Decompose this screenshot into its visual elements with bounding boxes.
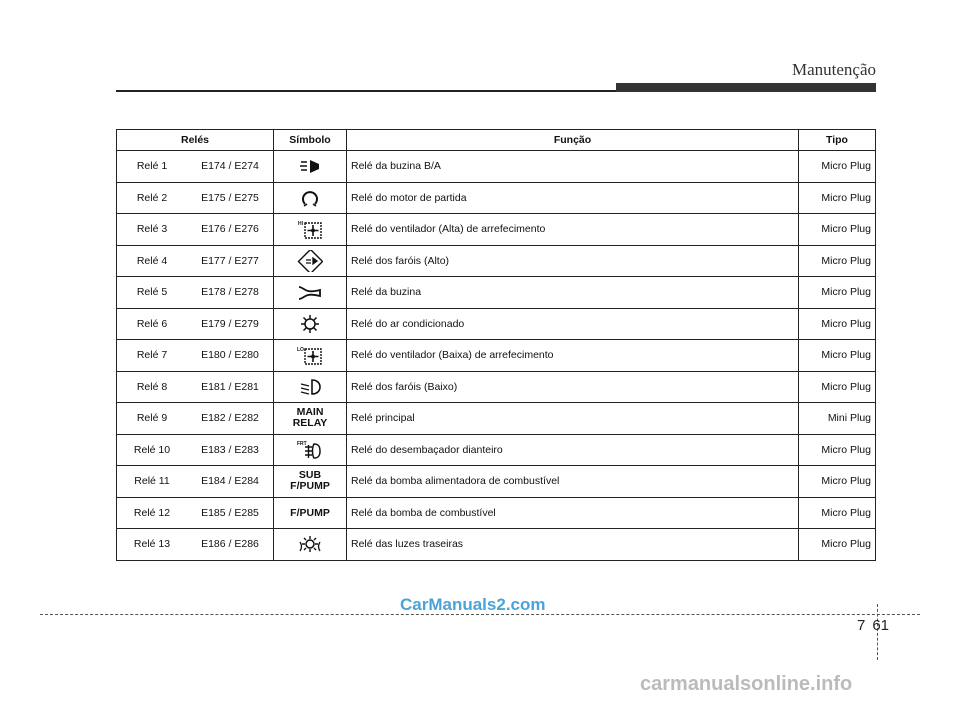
- relay-symbol: [274, 308, 347, 340]
- relay-code: E174 / E274: [187, 151, 274, 183]
- relay-function: Relé da bomba alimentadora de combustível: [347, 466, 799, 498]
- relay-symbol: [274, 182, 347, 214]
- relay-symbol: [274, 151, 347, 183]
- relay-function: Relé principal: [347, 403, 799, 435]
- relay-type: Micro Plug: [799, 497, 876, 529]
- table-row: [117, 434, 876, 466]
- table-row: [117, 214, 876, 246]
- relay-symbol: [274, 245, 347, 277]
- header-type: Tipo: [799, 130, 876, 151]
- relay-symbol: [274, 214, 347, 246]
- symbol-label-line1: F/PUMP: [290, 506, 330, 519]
- relay-function: Relé do ventilador (Baixa) de arrefecimento: [347, 340, 799, 372]
- horn-icon: [297, 281, 323, 303]
- symbol-label: [290, 508, 330, 519]
- watermark-bottom[interactable]: carmanualsonline.info: [640, 673, 853, 695]
- relay-table: [116, 129, 876, 561]
- relay-symbol: [274, 497, 347, 529]
- relay-type: Micro Plug: [799, 182, 876, 214]
- relay-code: E185 / E285: [187, 497, 274, 529]
- relay-code: E180 / E280: [187, 340, 274, 372]
- relay-name: Relé 8: [117, 371, 188, 403]
- relay-name: Relé 2: [117, 182, 188, 214]
- relay-code: E186 / E286: [187, 529, 274, 561]
- symbol-label-line2: F/PUMP: [290, 480, 330, 493]
- relay-symbol: [274, 371, 347, 403]
- svg-text:HI: HI: [298, 221, 303, 228]
- symbol-label: [293, 407, 328, 429]
- tail-lamp-icon: [297, 533, 323, 555]
- relay-name: Relé 7: [117, 340, 188, 372]
- relay-function: Relé da buzina B/A: [347, 151, 799, 183]
- relay-code: E182 / E282: [187, 403, 274, 435]
- relay-type: Micro Plug: [799, 277, 876, 309]
- relay-function: Relé do ventilador (Alta) de arrefecimento: [347, 214, 799, 246]
- relay-function: Relé da bomba de combustível: [347, 497, 799, 529]
- relay-function: Relé dos faróis (Baixo): [347, 371, 799, 403]
- relay-name: Relé 6: [117, 308, 188, 340]
- symbol-label-line1: MAIN: [296, 406, 324, 419]
- relay-function: Relé da buzina: [347, 277, 799, 309]
- relay-code: E183 / E283: [187, 434, 274, 466]
- header-bar: [616, 83, 876, 92]
- page-number: [857, 617, 889, 634]
- relay-type: Micro Plug: [799, 214, 876, 246]
- relay-type: Micro Plug: [799, 371, 876, 403]
- table-row: [117, 151, 876, 183]
- fan-low-icon: [297, 344, 323, 366]
- table-row: [117, 466, 876, 498]
- table-row: [117, 529, 876, 561]
- relay-name: Relé 9: [117, 403, 188, 435]
- table-row: [117, 340, 876, 372]
- relay-type: Micro Plug: [799, 529, 876, 561]
- ac-snowflake-icon: [297, 313, 323, 335]
- relay-function: Relé do ar condicionado: [347, 308, 799, 340]
- table-row: [117, 277, 876, 309]
- table-row: [117, 182, 876, 214]
- front-defrost-icon: [297, 439, 323, 461]
- header-relays: Relés: [117, 130, 274, 151]
- header-symbol: Símbolo: [274, 130, 347, 151]
- relay-name: Relé 13: [117, 529, 188, 561]
- svg-text:LO: LO: [297, 347, 304, 354]
- relay-name: Relé 10: [117, 434, 188, 466]
- headlamp-low-icon: [297, 376, 323, 398]
- relay-name: Relé 1: [117, 151, 188, 183]
- relay-name: Relé 4: [117, 245, 188, 277]
- relay-type: Micro Plug: [799, 245, 876, 277]
- relay-type: Micro Plug: [799, 151, 876, 183]
- fan-high-icon: [297, 218, 323, 240]
- relay-symbol: [274, 403, 347, 435]
- page-number-value: 61: [872, 617, 890, 634]
- relay-symbol: [274, 434, 347, 466]
- relay-name: Relé 5: [117, 277, 188, 309]
- relay-type: Micro Plug: [799, 308, 876, 340]
- relay-type: Micro Plug: [799, 466, 876, 498]
- horn-high-beam-icon: [297, 155, 323, 177]
- page-header-title: Manutenção: [791, 60, 876, 79]
- relay-function: Relé do desembaçador dianteiro: [347, 434, 799, 466]
- symbol-label: [290, 470, 330, 492]
- relay-type: Micro Plug: [799, 434, 876, 466]
- table-row: [117, 245, 876, 277]
- headlamp-high-icon: [297, 250, 323, 272]
- relay-type: Mini Plug: [799, 403, 876, 435]
- watermark-top[interactable]: CarManuals2.com: [400, 595, 546, 614]
- svg-text:FRT: FRT: [297, 440, 307, 447]
- relay-code: E178 / E278: [187, 277, 274, 309]
- chapter-number: 7: [857, 617, 866, 634]
- relay-symbol: [274, 529, 347, 561]
- relay-code: E177 / E277: [187, 245, 274, 277]
- relay-name: Relé 11: [117, 466, 188, 498]
- table-row: [117, 308, 876, 340]
- relay-symbol: [274, 466, 347, 498]
- relay-code: E176 / E276: [187, 214, 274, 246]
- symbol-label-line2: RELAY: [292, 417, 328, 430]
- table-row: [117, 371, 876, 403]
- relay-name: Relé 12: [117, 497, 188, 529]
- relay-name: Relé 3: [117, 214, 188, 246]
- relay-code: E179 / E279: [187, 308, 274, 340]
- symbol-label-line1: SUB: [298, 469, 322, 482]
- relay-code: E181 / E281: [187, 371, 274, 403]
- relay-code: E175 / E275: [187, 182, 274, 214]
- header-rule: [116, 90, 616, 92]
- relay-symbol: [274, 277, 347, 309]
- relay-function: Relé dos faróis (Alto): [347, 245, 799, 277]
- starter-motor-icon: [297, 187, 323, 209]
- table-header-row: [117, 130, 876, 151]
- relay-symbol: [274, 340, 347, 372]
- relay-code: E184 / E284: [187, 466, 274, 498]
- table-row: [117, 403, 876, 435]
- relay-type: Micro Plug: [799, 340, 876, 372]
- header-function: Função: [347, 130, 799, 151]
- table-row: [117, 497, 876, 529]
- relay-function: Relé do motor de partida: [347, 182, 799, 214]
- relay-function: Relé das luzes traseiras: [347, 529, 799, 561]
